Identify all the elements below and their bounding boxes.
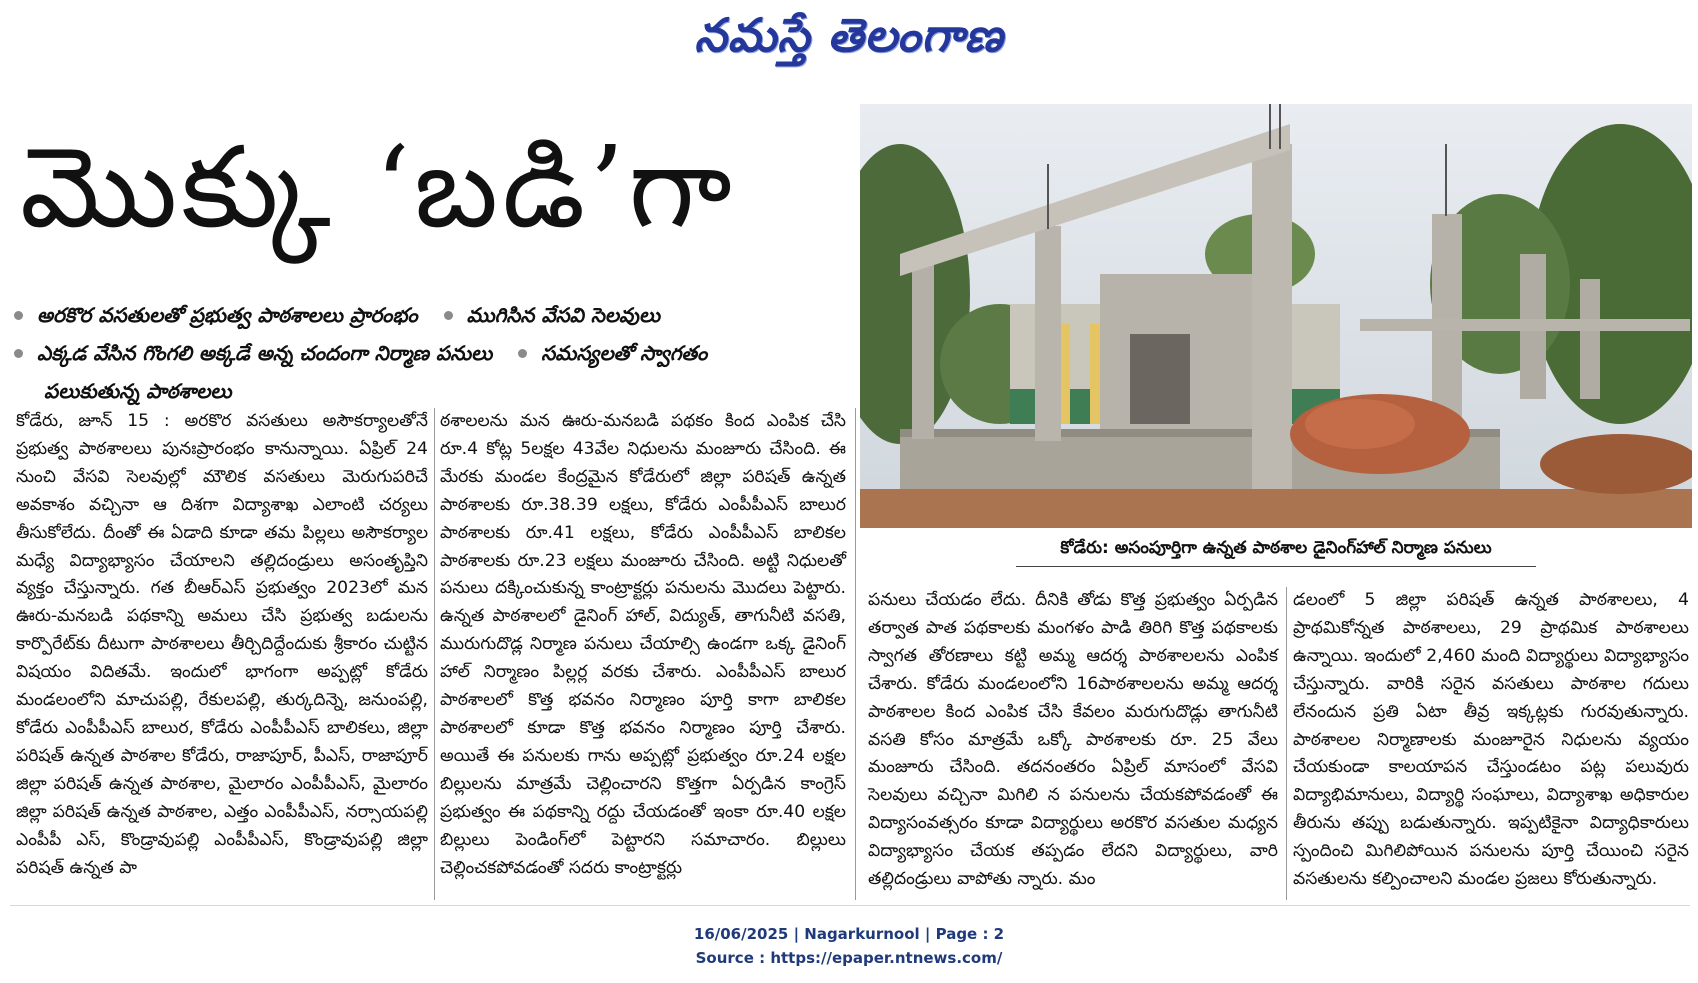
article-text: ఠశాలలను మన ఊరు-మనబడి పథకం కింద ఎంపిక చేసి రూ.4 కోట్ల 5లక్షల 43వేల నిధులను మంజూరు చేసింది. ఈ మేరకు మండల కేంద్రమైన కోడేరులో జిల్లా పరిషత్ ఉన్నత పాఠశాలకు రూ.38.39 లక్షలు, కోడేరు ఎంపీపీఎస్ బాలుర పాఠశాలకు రూ.41 లక్షలు, కోడేరు ఎంపీపీఎస్ బాలికల పాఠశాలకు రూ.23 లక్షలు మంజూరు చేసింది. అట్టి నిధులతో పనులు దక్కించుకున్న కాంట్రాక్టర్లు పనులను మొదలు పెట్టారు. ఉన్నత పాఠశాలలో డైనింగ్ హాల్, విద్యుత్, తాగునీటి వసతి, మురుగుదొడ్ల నిర్మాణ పనులు చేయాల్సి ఉండగా ఒక్క డైనింగ్ హాల్ నిర్మాణం పిల్లర్ల వరకు చేశారు. ఎంపీపీఎస్ బాలుర పాఠశాలలో కొత్త భవనం నిర్మాణం పూర్తి కాగా బాలికల పాఠశాలలో కూడా కొత్త భవనం నిర్మాణం పూర్తి చేశారు. అయితే ఈ పనులకు గాను అప్పట్లో ప్రభుత్వం రూ.24 లక్షల బిల్లులను మాత్రమే చెల్లించారని కొత్తగా ఏర్పడిన కాంగ్రెస్ ప్రభుత్వం ఈ పథకాన్ని రద్దు చేయడంతో ఇంకా రూ.40 లక్షల బిల్లులు పెండింగ్‌లో పెట్టారని సమాచారం. బిల్లులు చెల్లించకపోవడంతో సదరు కాంట్రాక్టర్లు [440,411,846,878]
caption-underline [1016,566,1536,567]
column-divider [1286,587,1287,900]
footer-divider [10,905,1690,906]
article-text: కోడేరు, జూన్ 15 : అరకొర వసతులు అసౌకర్యాలతోనే ప్రభుత్వ పాఠశాలలు పునఃప్రారంభం కానున్నాయి. ఏప్రిల్ 24 నుంచి వేసవి సెలవుల్లో మౌలిక వసతులు మెరుగుపరిచే అవకాశం వచ్చినా ఆ దిశగా విద్యాశాఖ ఎలాంటి చర్యలు తీసుకోలేదు. దీంతో ఈ ఏడాది కూడా తమ పిల్లలు అసౌకర్యాల మధ్యే విద్యాభ్యాసం చేయాలని తల్లిదండ్రులు అసంతృప్తిని వ్యక్తం చేస్తున్నారు. గత బీఆర్ఎస్ ప్రభుత్వం 2023లో మన ఊరు-మనబడి పథకాన్ని అమలు చేసి ప్రభుత్వ బడులను కార్పొరేట్‌కు దీటుగా పాఠశాలలు తీర్చిదిద్దేందుకు శ్రీకారం చుట్టిన విషయం విదితమే. ఇందులో భాగంగా అప్పట్లో కోడేరు మండలంలోని మాచుపల్లి, రేకులపల్లి, తుర్కదిన్నె, జనుంపల్లి, కోడేరు ఎంపీపీఎస్ బాలుర, కోడేరు ఎంపీపీఎస్ బాలికలు, జిల్లా పరిషత్ ఉన్నత పాఠశాల కోడేరు, రాజాపూర్, పీఎస్, రాజాపూర్ జిల్లా పరిషత్ ఉన్నత పాఠశాల, మైలారం ఎంపీపీఎస్, మైలారం జిల్లా పరిషత్ ఉన్నత పాఠశాల, ఎత్తం ఎంపీపీఎస్, నర్సాయపల్లి ఎంపీపీ ఎస్, కొండ్రావుపల్లి ఎంపీపీఎస్, కొండ్రావుపల్లి జిల్లా పరిషత్ ఉన్నత పా [16,411,428,878]
bullet-text: సమస్యలతో స్వాగతం [541,341,708,365]
bullet-text: పలుకుతున్న పాఠశాలలు [44,379,232,403]
article-text: డలంలో 5 జిల్లా పరిషత్ ఉన్నత పాఠశాలలు, 4 ప్రాథమికోన్నత పాఠశాలలు, 29 ప్రాథమిక పాఠశాలలు ఉన్నాయి. ఇందులో 2,460 మంది విద్యార్థులు విద్యాభ్యాసం చేస్తున్నారు. వారికి సరైన వసతులు పాఠశాల గదులు లేనందున ప్రతి ఏటా తీవ్ర ఇక్కట్లకు గురవుతున్నారు. పాఠశాలల నిర్మాణాలకు మంజూరైన నిధులను వ్యయం చేయకుండా కాలయాపన చేస్తుండటం పట్ల పలువురు విద్యాభిమానులు, విద్యార్థి సంఘాలు, విద్యాశాఖ అధికారుల తీరును తప్పు బడుతున్నారు. ఇప్పటికైనా విద్యాధికారులు స్పందించి మిగిలిపోయిన పనులను పూర్తి చేయించి సరైన వసతులను కల్పించాలని మండల ప్రజలు కోరుతున్నారు. [1293,590,1689,890]
bullet-text: ఎక్కడ వేసిన గొంగలి అక్కడే అన్న చందంగా నిర్మాణ పనులు [37,341,493,365]
construction-site-photo [860,104,1692,528]
footer [0,922,1698,970]
masthead [0,8,1698,74]
article-column-4 [1293,587,1689,894]
bullet-dot-icon [14,349,23,358]
column-divider [855,408,856,900]
column-divider [434,408,435,900]
photo-caption: కోడేరు: అసంపూర్తిగా ఉన్నత పాఠశాల డైనింగ్‌హాల్ నిర్మాణ పనులు [1060,538,1492,558]
article-column-2 [440,408,846,882]
bullet-dot-icon [444,311,453,320]
bullet-dot-icon [14,311,23,320]
article-column-3 [868,587,1278,894]
article-text: పనులు చేయడం లేదు. దీనికి తోడు కొత్త ప్రభుత్వం ఏర్పడిన తర్వాత పాత పథకాలకు మంగళం పాడి తిరిగి కొత్త పథకాలకు స్వాగత తోరణాలు కట్టి అమ్మ ఆదర్శ పాఠశాలలను ఎంపిక చేశారు. కోడేరు మండలంలోని 16పాఠశాలలను అమ్మ ఆదర్శ పాఠశాలల కింద ఎంపిక చేసి కేవలం మరుగుదొడ్లు తాగునీటి వసతి కోసం మాత్రమే ఒక్కో పాఠశాలకు రూ. 25 వేలు మంజూరు చేసింది. తదనంతరం ఏప్రిల్ మాసంలో వేసవి సెలవులు వచ్చినా మిగిలి న పనులను చేయకపోవడంతో ఈ విద్యాసంవత్సరం కూడా విద్యార్థులు అరకొర వసతుల మధ్యన విద్యాభ్యాసం చేయక తప్పడం లేదని విద్యార్థులు, వారి తల్లిదండ్రులు వాపోతు న్నారు. మం [868,590,1278,890]
footer-date-edition: 16/06/2025 | Nagarkurnool | Page : 2 [693,925,1005,943]
bullet-text: ముగిసిన వేసవి సెలవులు [466,303,661,327]
bullet-text: అరకొర వసతులతో ప్రభుత్వ పాఠశాలలు ప్రారంభం [37,303,418,327]
construction-site-illustration [860,104,1692,528]
headline: మొక్కు ‘బడి’గా [20,123,736,253]
bullet-points [12,296,842,410]
masthead-logo-text: నమస్తే తెలంగాణ [694,8,1004,62]
bullet-dot-icon [518,349,527,358]
footer-source-link[interactable]: Source : https://epaper.ntnews.com/ [695,949,1003,967]
article-column-1 [16,408,428,882]
